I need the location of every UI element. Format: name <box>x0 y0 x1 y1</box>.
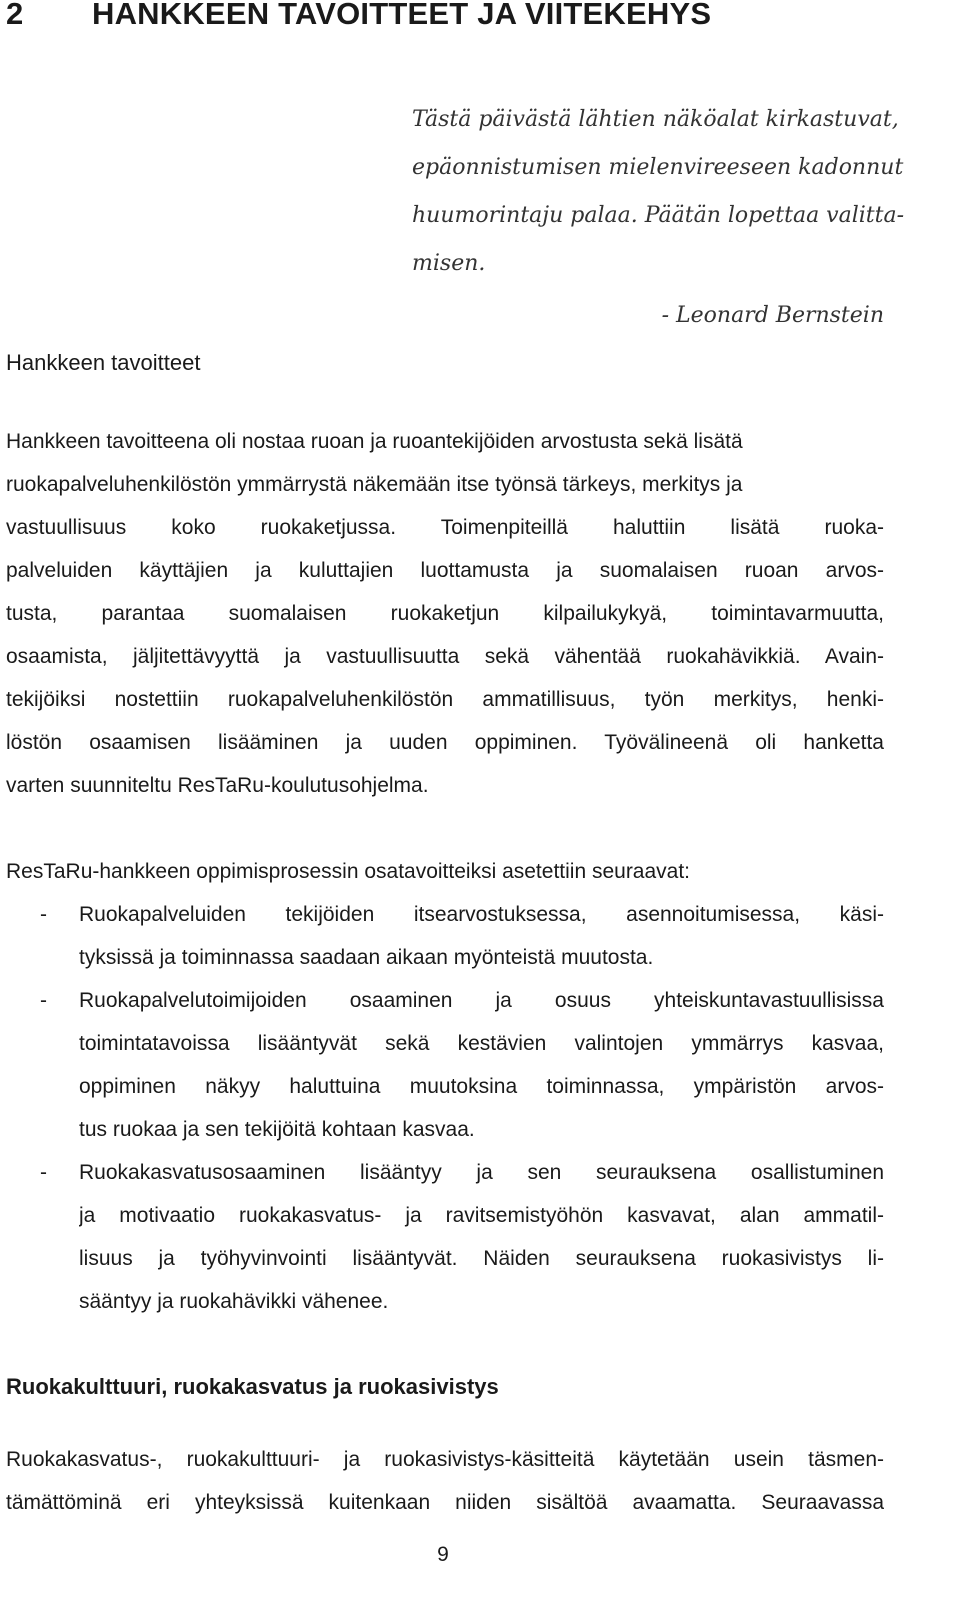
paragraph-line: tekijöiksi nostettiin ruokapalveluhenkilöstön ammatillisuus, työn merkitys, henki- <box>6 688 884 711</box>
epigraph-quote <box>412 96 905 288</box>
list-item-line: Ruokapalvelutoimijoiden osaaminen ja osuus yhteiskuntavastuullisissa <box>79 989 884 1012</box>
section-heading-food-culture: Ruokakulttuuri, ruokakasvatus ja ruokasivistys <box>6 1374 499 1399</box>
paragraph-line: ruokapalveluhenkilöstön ymmärrystä näkemään itse työnsä tärkeys, merkitys ja <box>6 473 743 496</box>
paragraph-line: osaamista, jäljitettävyyttä ja vastuullisuutta sekä vähentää ruokahävikkiä. Avain- <box>6 645 884 668</box>
list-item-line: Ruokakasvatusosaaminen lisääntyy ja sen seurauksena osallistuminen <box>79 1161 884 1184</box>
quote-line: misen. <box>412 251 486 276</box>
goals-paragraph <box>6 420 884 807</box>
paragraph-line: Hankkeen tavoitteena oli nostaa ruoan ja ruoantekijöiden arvostusta sekä lisätä <box>6 430 743 453</box>
paragraph-line: varten suunniteltu ResTaRu-koulutusohjelma. <box>6 774 429 797</box>
list-item <box>6 893 884 979</box>
chapter-heading <box>6 0 711 34</box>
paragraph-line: vastuullisuus koko ruokaketjussa. Toimenpiteillä haluttiin lisätä ruoka- <box>6 516 884 539</box>
page-number: 9 <box>437 1543 449 1566</box>
chapter-title: HANKKEEN TAVOITTEET JA VIITEKEHYS <box>92 0 712 31</box>
list-bullet: - <box>40 903 47 926</box>
paragraph-line: palveluiden käyttäjien ja kuluttajien luottamusta ja suomalaisen ruoan arvos- <box>6 559 884 582</box>
list-item <box>6 979 884 1151</box>
paragraph-line: löstön osaamisen lisääminen ja uuden oppiminen. Työvälineenä oli hanketta <box>6 731 884 754</box>
subgoals-intro <box>6 850 884 893</box>
paragraph-line: tusta, parantaa suomalaisen ruokaketjun kilpailukykyä, toimintavarmuutta, <box>6 602 884 625</box>
list-item-line: toimintatavoissa lisääntyvät sekä kestävien valintojen ymmärrys kasvaa, <box>79 1032 884 1055</box>
food-culture-paragraph <box>6 1438 884 1524</box>
paragraph-line: ResTaRu-hankkeen oppimisprosessin osatavoitteiksi asetettiin seuraavat: <box>6 860 691 883</box>
paragraph-line: Ruokakasvatus-, ruokakulttuuri- ja ruokasivistys-käsitteitä käytetään usein täsmen- <box>6 1448 884 1471</box>
list-bullet: - <box>40 1161 47 1184</box>
list-item-line: Ruokapalveluiden tekijöiden itsearvostuksessa, asennoitumisessa, käsi- <box>79 903 884 926</box>
list-item-line: ja motivaatio ruokakasvatus- ja ravitsemistyöhön kasvavat, alan ammatil- <box>79 1204 884 1227</box>
paragraph-line: tämättöminä eri yhteyksissä kuitenkaan niiden sisältöä avaamatta. Seuraavassa <box>6 1491 884 1514</box>
quote-line: huumorintaju palaa. Päätän lopettaa valitta- <box>412 203 905 228</box>
subgoals-list <box>6 893 884 1323</box>
list-bullet: - <box>40 989 47 1012</box>
chapter-number: 2 <box>6 0 24 31</box>
list-item-line: tyksissä ja toiminnassa saadaan aikaan myönteistä muutosta. <box>79 946 654 969</box>
quote-author: - Leonard Bernstein <box>661 303 884 328</box>
list-item-line: sääntyy ja ruokahävikki vähenee. <box>79 1290 389 1313</box>
section-heading-goals: Hankkeen tavoitteet <box>6 350 201 375</box>
list-item-line: tus ruokaa ja sen tekijöitä kohtaan kasvaa. <box>79 1118 475 1141</box>
list-item-line: oppiminen näkyy haluttuina muutoksina toiminnassa, ympäristön arvos- <box>79 1075 884 1098</box>
quote-line: Tästä päivästä lähtien näköalat kirkastuvat, <box>412 107 899 132</box>
list-item <box>6 1151 884 1323</box>
list-item-line: lisuus ja työhyvinvointi lisääntyvät. Näiden seurauksena ruokasivistys li- <box>79 1247 884 1270</box>
quote-line: epäonnistumisen mielenvireeseen kadonnut <box>412 155 904 180</box>
